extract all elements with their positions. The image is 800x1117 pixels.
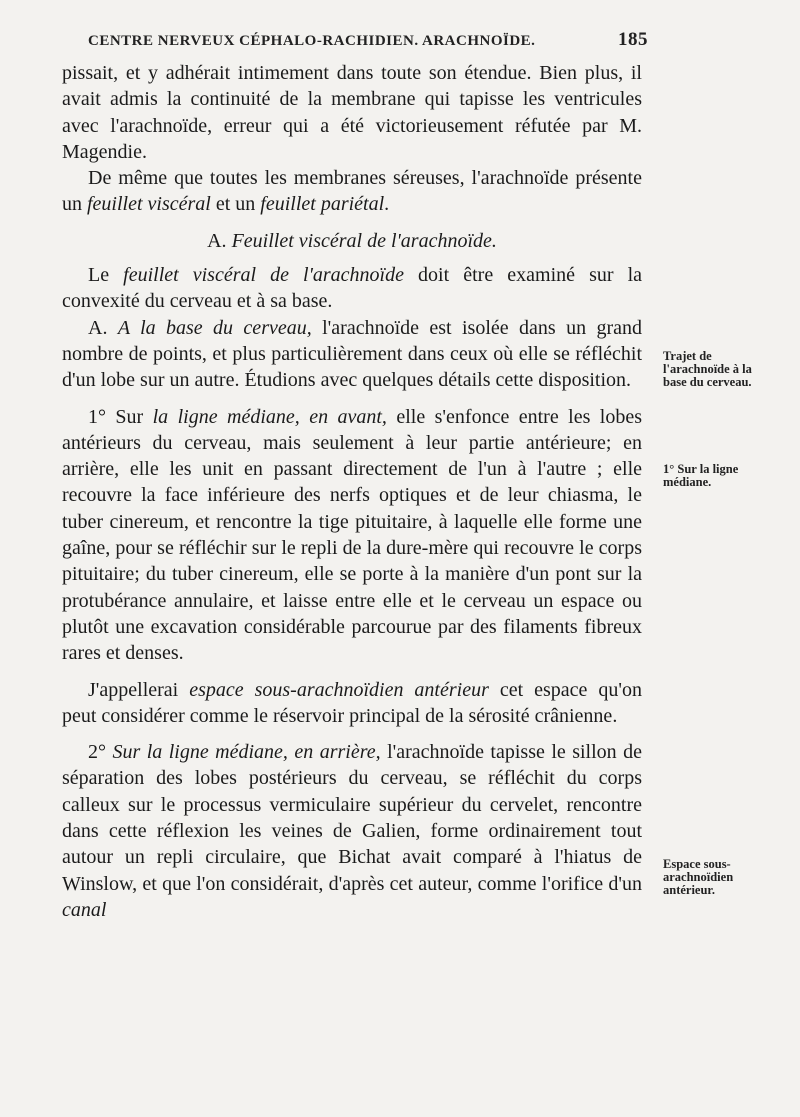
paragraph-3	[62, 262, 642, 315]
paragraph-3-text-b: doit être examiné sur la convexité du cerveau et à sa base.	[62, 264, 643, 313]
paragraph-6-text-a: J'appellerai	[88, 678, 190, 701]
paragraph-5	[62, 404, 642, 667]
paragraph-2-text-b: et un	[210, 193, 261, 216]
paragraph-3-text-a: Le	[88, 264, 124, 287]
paragraph-7-text-a: 2°	[88, 741, 113, 764]
paragraph-4-text-a: A.	[88, 316, 118, 339]
paragraph-5-text-a: 1° Sur	[88, 405, 153, 428]
paragraph-6	[62, 677, 642, 730]
paragraph-7	[62, 739, 642, 923]
paragraph-4-italic: A la base du cerveau,	[117, 316, 312, 339]
margin-note-2: 1° Sur la ligne médiane.	[663, 462, 739, 489]
paragraph-1: pissait, et y adhérait intimement dans toute son étendue. Bien plus, il avait admis la continuité de la membrane qui tapisse les ventricules avec l'arachnoïde, erreur qui a été victorieusement réfutée par M. Magendie.	[62, 62, 642, 163]
paragraph-6-italic: espace sous-arachnoïdien antérieur	[189, 678, 489, 701]
paragraph-2-italic-1: feuillet viscéral	[87, 193, 211, 216]
page-number: 185	[618, 29, 648, 50]
paragraph-2-italic-2: feuillet pariétal	[260, 193, 385, 216]
margin-note-3: Espace sous-arachnoïdien antérieur.	[663, 857, 734, 897]
running-header	[88, 29, 648, 50]
main-text	[62, 60, 642, 923]
paragraph-6-text-b: cet espace qu'on peut considérer comme le réservoir principal de la sérosité crânienne.	[62, 678, 642, 727]
paragraph-7-italic-2: canal	[62, 898, 107, 921]
running-title: CENTRE NERVEUX CÉPHALO-RACHIDIEN. ARACHNOÏDE.	[88, 33, 536, 49]
section-heading	[62, 228, 642, 254]
paragraph-5-text-b: elle s'enfonce entre les lobes antérieurs du cerveau, mais seulement à leur partie antérieure; en arrière, elle les unit en passant directement de l'un à l'autre ; elle recouvre la face inférieure des nerfs optiques et de leur chiasma, le tuber cinereum, et rencontre la tige pituitaire, à laquelle elle forme une gaîne, pour se réfléchir sur le repli de la dure-mère qui recouvre le corps pituitaire; du tuber cinereum, elle se porte à la manière d'un pont sur la protubérance annulaire, et laisse entre elle et le cerveau un espace ou plutôt une excavation considérable parcourue par des filaments fibreux rares et denses.	[62, 405, 642, 665]
paragraph-7-text-b: l'arachnoïde tapisse le sillon de séparation des lobes postérieurs du cerveau, se réfléchit du corps calleux sur le processus vermiculaire supérieur du cervelet, rencontre dans cette réflexion les veines de Galien, forme ordinairement tout autour un repli circulaire, que Bichat avait comparé à l'hiatus de Winslow, et que l'on considérait, d'après cet auteur, comme l'orifice d'un	[62, 741, 643, 895]
paragraph-4-text-b: l'arachnoïde est isolée dans un grand nombre de points, et plus particulièrement dans ceux où elle se réfléchit d'un lobe sur un autre. Étudions avec quelques détails cette disposition.	[62, 316, 642, 392]
paragraph-3-italic: feuillet viscéral de l'arachnoïde	[123, 264, 404, 287]
margin-note-1: Trajet de l'arachnoïde à la base du cerveau.	[663, 349, 752, 389]
section-heading-title: Feuillet viscéral de l'arachnoïde.	[231, 229, 497, 252]
paragraph-7-italic: Sur la ligne médiane, en arrière,	[112, 741, 381, 764]
paragraph-5-italic: la ligne médiane, en avant,	[152, 405, 387, 428]
paragraph-2-text-c: .	[384, 193, 390, 216]
paragraph-2-text-a: De même que toutes les membranes séreuses, l'arachnoïde présente un	[62, 167, 642, 216]
paragraph-4	[62, 315, 642, 394]
paragraph-2	[62, 165, 642, 218]
section-heading-letter: A.	[207, 229, 232, 252]
